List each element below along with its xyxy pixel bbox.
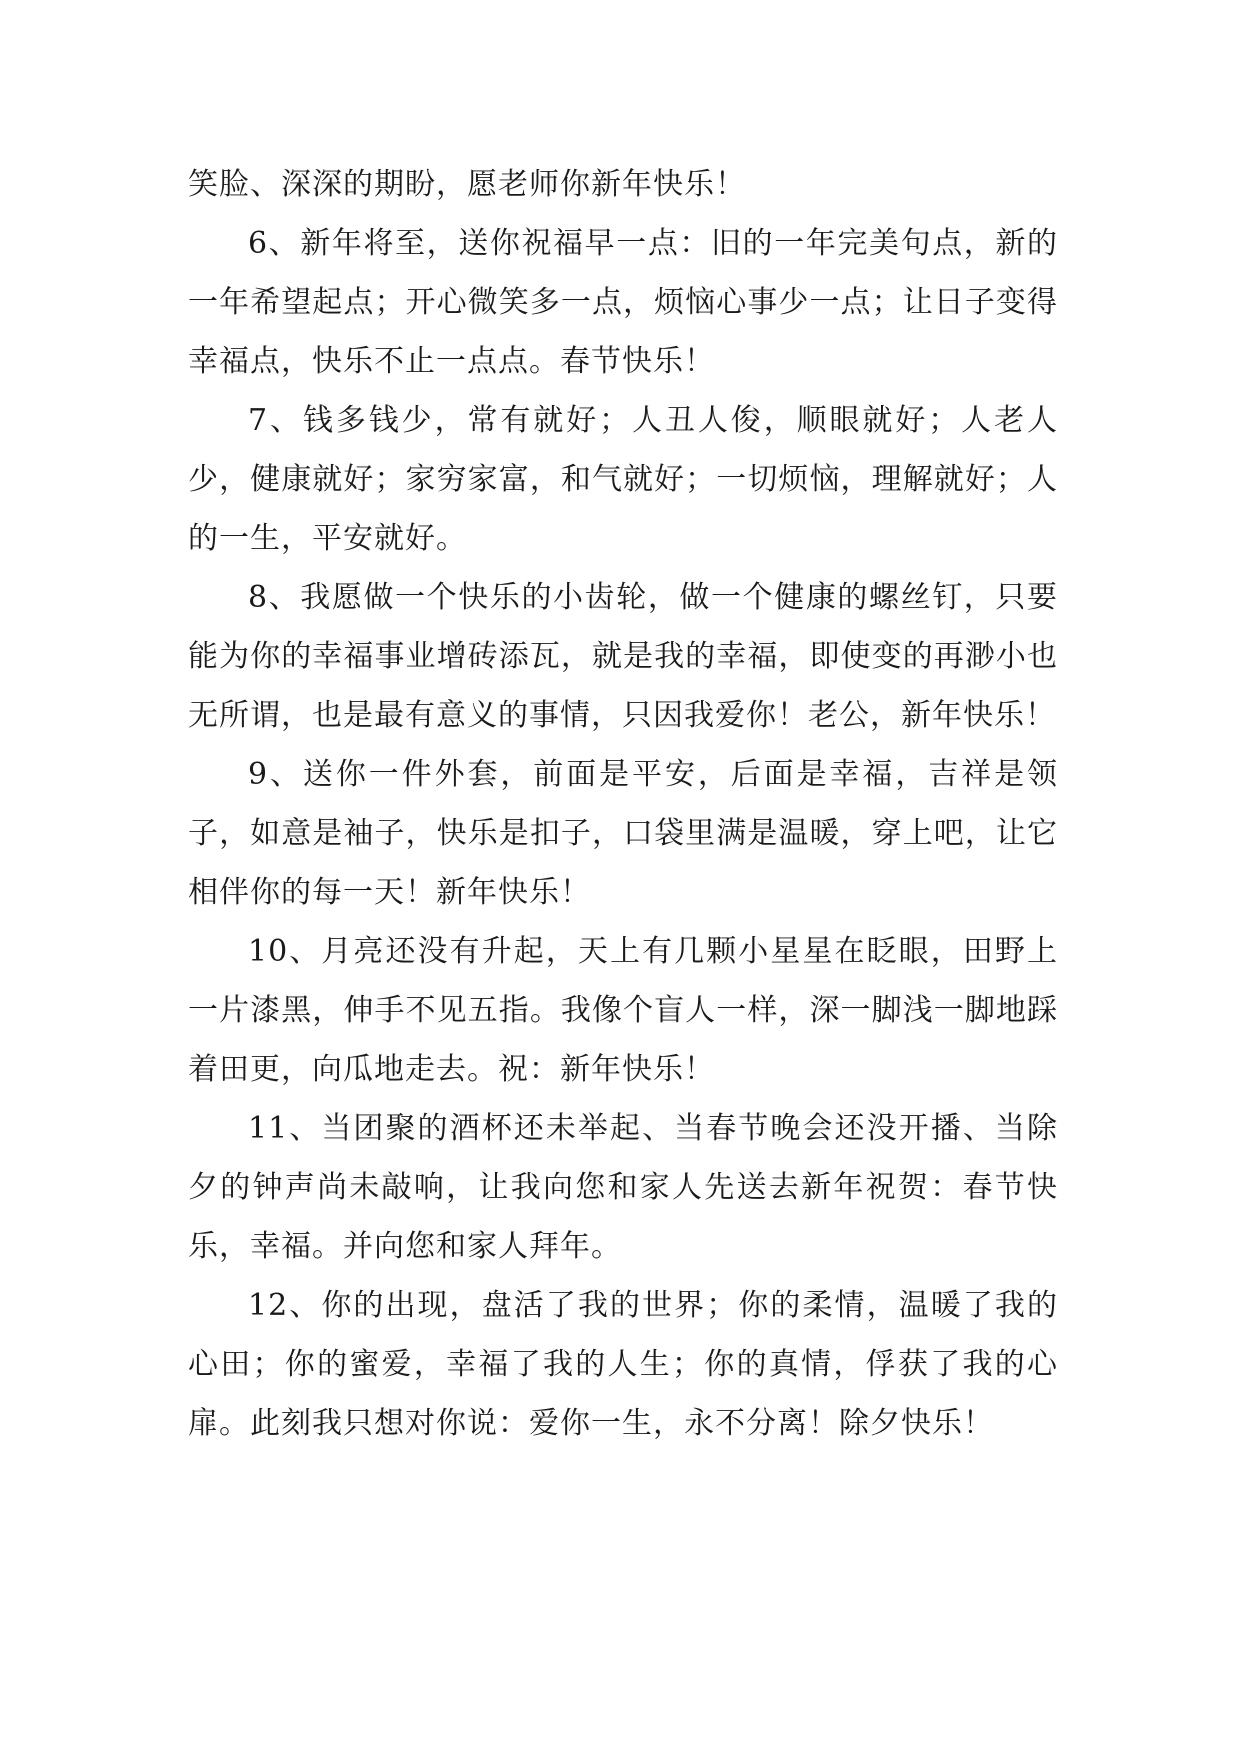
paragraph-item-10: 10、月亮还没有升起，天上有几颗小星星在眨眼，田野上一片漆黑，伸手不见五指。我像个盲人一样，深一脚浅一脚地踩着田更，向瓜地走去。祝：新年快乐！ (188, 934, 1058, 1087)
paragraph-item-9: 9、送你一件外套，前面是平安，后面是幸福，吉祥是领子，如意是袖子，快乐是扣子，口袋里满是温暖，穿上吧，让它相伴你的每一天！新年快乐！ (188, 757, 1058, 910)
paragraph-item-8: 8、我愿做一个快乐的小齿轮，做一个健康的螺丝钉，只要能为你的幸福事业增砖添瓦，就是我的幸福，即使变的再渺小也无所谓，也是最有意义的事情，只因我爱你！老公，新年快乐！ (188, 580, 1058, 733)
paragraph-continuation: 笑脸、深深的期盼，愿老师你新年快乐！ (188, 167, 746, 202)
paragraph-item-11: 11、当团聚的酒杯还未举起、当春节晚会还没开播、当除夕的钟声尚未敲响，让我向您和家人先送去新年祝贺：春节快乐，幸福。并向您和家人拜年。 (188, 1111, 1058, 1264)
paragraph-item-6: 6、新年将至，送你祝福早一点：旧的一年完美句点，新的一年希望起点；开心微笑多一点，烦恼心事少一点；让日子变得幸福点，快乐不止一点点。春节快乐！ (188, 226, 1058, 379)
paragraph-item-7: 7、钱多钱少，常有就好；人丑人俊，顺眼就好；人老人少，健康就好；家穷家富，和气就好；一切烦恼，理解就好；人的一生，平安就好。 (188, 403, 1058, 556)
paragraph-item-12: 12、你的出现，盘活了我的世界；你的柔情，温暖了我的心田；你的蜜爱，幸福了我的人生；你的真情，俘获了我的心扉。此刻我只想对你说：爱你一生，永不分离！除夕快乐！ (188, 1288, 1058, 1441)
document-body (188, 155, 1058, 1453)
